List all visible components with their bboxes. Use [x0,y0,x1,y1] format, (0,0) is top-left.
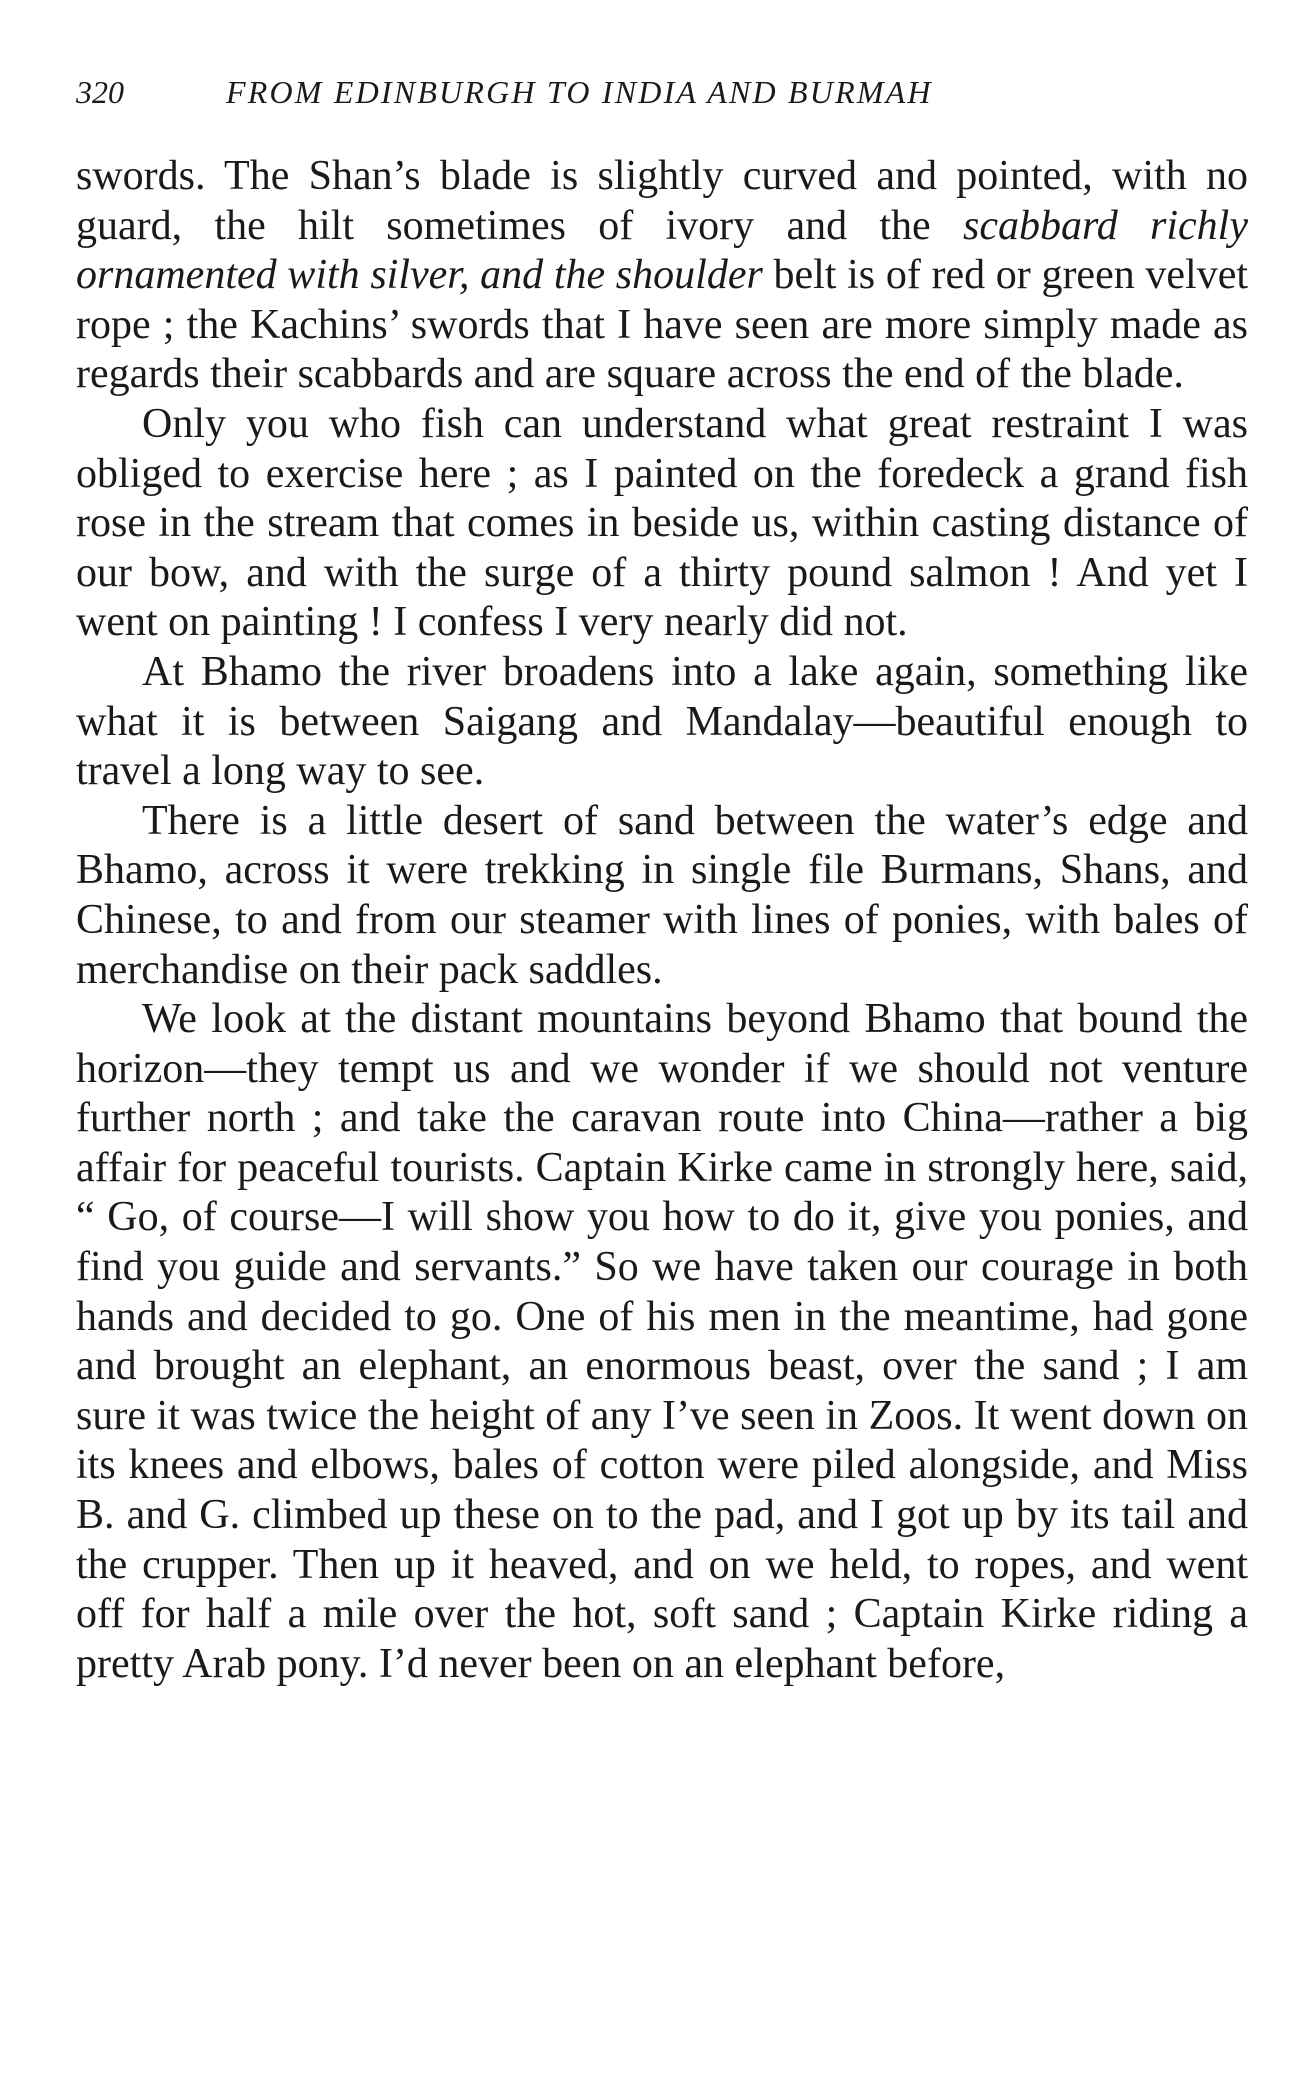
paragraph-5: We look at the distant mountains beyond Bhamo that bound the horizon—they tempt us and we wonder if we should not venture further north ; and take the caravan route into China—rather a big affair for peaceful tourists. Captain Kirke came in strongly here, said, “ Go, of course—I will show you how to do it, give you ponies, and find you guide and servants.” So we have taken our courage in both hands and decided to go. One of his men in the meantime, had gone and brought an elephant, an enormous beast, over the sand ; I am sure it was twice the height of any I’ve seen in Zoos. It went down on its knees and elbows, bales of cotton were piled alongside, and Miss B. and G. climbed up these on to the pad, and I got up by its tail and the crupper. Then up it heaved, and on we held, to ropes, and went off for half a mile over the hot, soft sand ; Captain Kirke riding a pretty Arab pony. I’d never been on an elephant before, [76,996,1248,1687]
paragraph-2: Only you who fish can understand what great restraint I was obliged to exercise here ; as I painted on the foredeck a grand fish rose in the stream that comes in beside us, within casting distance of our bow, and with the surge of a thirty pound salmon ! And yet I went on painting ! I confess I very nearly did not. [76,400,1248,646]
paragraph-1-italic-text: scabbard richly ornamented with silver, and the shoulder [76,202,1248,299]
paragraph-1 [76,152,1248,400]
running-title: FROM EDINBURGH TO INDIA AND BURMAH [226,74,933,110]
body-text [76,152,1248,1689]
page-number: 320 [76,74,124,110]
page-header [76,74,1236,124]
paragraph-1-text-end: belt is of red or green velvet rope ; the Kachins’ swords that I have seen are more simply made as regards their scabbards and are square across the end of the blade. [76,252,1248,398]
paragraph-1-text-start: swords. The Shan’s blade is slightly curved and pointed, with no guard, the hilt sometimes of ivory and the [76,153,1248,249]
paragraph-4: There is a little desert of sand between the water’s edge and Bhamo, across it were trekking in single file Burmans, Shans, and Chinese, to and from our steamer with lines of ponies, with bales of merchandise on their pack saddles. [76,797,1248,993]
paragraph-3: At Bhamo the river broadens into a lake again, something like what it is between Saigang and Mandalay—beautiful enough to travel a long way to see. [76,648,1248,795]
